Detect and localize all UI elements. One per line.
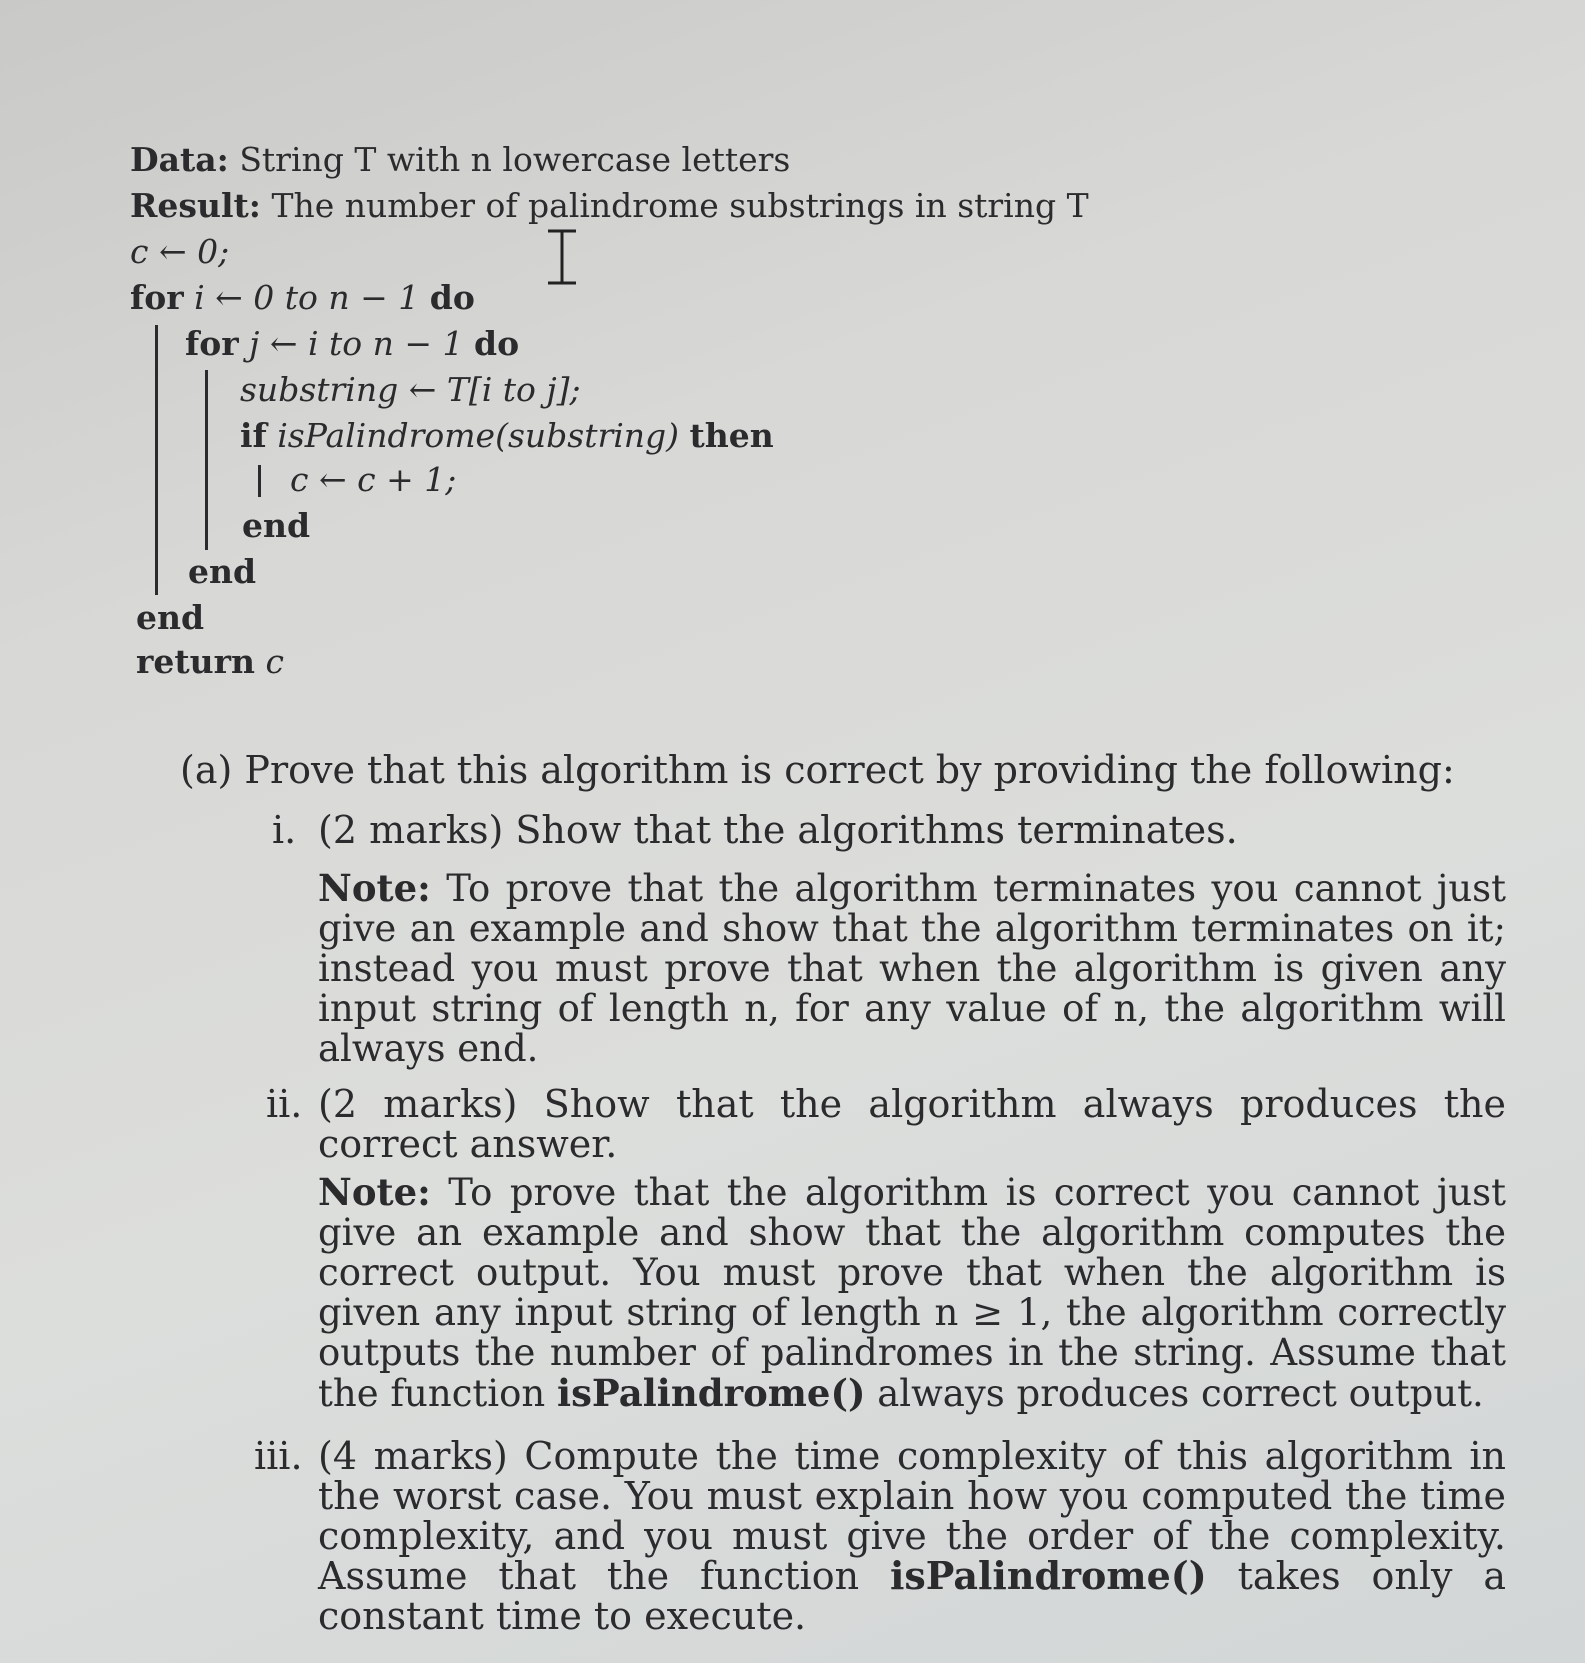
algo-increment: c ← c + 1; <box>290 460 457 499</box>
part-i-number: i. <box>272 808 297 852</box>
algo-for-outer: for i ← 0 to n − 1 do <box>130 278 475 317</box>
data-label: Data: <box>130 140 229 179</box>
algo-end-outer: end <box>136 598 205 637</box>
algo-for-inner: for j ← i to n − 1 do <box>185 324 520 363</box>
outer-loop-bar <box>155 325 158 595</box>
algo-if: if isPalindrome(substring) then <box>240 416 774 455</box>
part-i-text: (2 marks) Show that the algorithms terminates. <box>318 808 1238 852</box>
result-text: The number of palindrome substrings in string T <box>271 186 1089 225</box>
data-text: String T with n lowercase letters <box>239 140 791 179</box>
algo-return: return c <box>136 642 284 681</box>
algo-substring: substring ← T[i to j]; <box>240 370 581 409</box>
part-i-note: Note: To prove that the algorithm terminates you cannot just give an example and show that the algorithm terminates on it; instead you must prove that when the algorithm is given any input string of length n, for any value of n, the algorithm will always end. <box>318 866 1507 1070</box>
part-iii-text: (4 marks) Compute the time complexity of this algorithm in the worst case. You must explain how you computed the time complexity, and you must give the order of the complexity. Assume that the function isPalindrome() takes only a constant time to execute. <box>318 1434 1506 1638</box>
part-ii-text: (2 marks) Show that the algorithm always produces the correct answer. <box>318 1082 1506 1166</box>
algo-init: c ← 0; <box>130 232 230 271</box>
part-iii-number: iii. <box>254 1434 303 1478</box>
algo-end-inner: end <box>188 552 257 591</box>
result-label: Result: <box>130 186 261 225</box>
question-a: (a) Prove that this algorithm is correct by providing the following: <box>180 748 1455 792</box>
algo-data-line <box>130 140 790 180</box>
part-ii-number: ii. <box>266 1082 303 1126</box>
text-cursor-icon <box>545 228 579 286</box>
part-ii-note: Note: To prove that the algorithm is correct you cannot just give an example and show that the algorithm computes the correct output. You must prove that when the algorithm is given any input string of length n ≥ 1, the algorithm correctly outputs the number of palindromes in the string. Assume that the function isPalindrome() always produces correct output. <box>318 1170 1506 1415</box>
algo-result-line <box>130 186 1089 226</box>
if-bar <box>258 465 261 497</box>
inner-loop-bar <box>205 370 208 550</box>
algo-end-if: end <box>242 506 311 545</box>
